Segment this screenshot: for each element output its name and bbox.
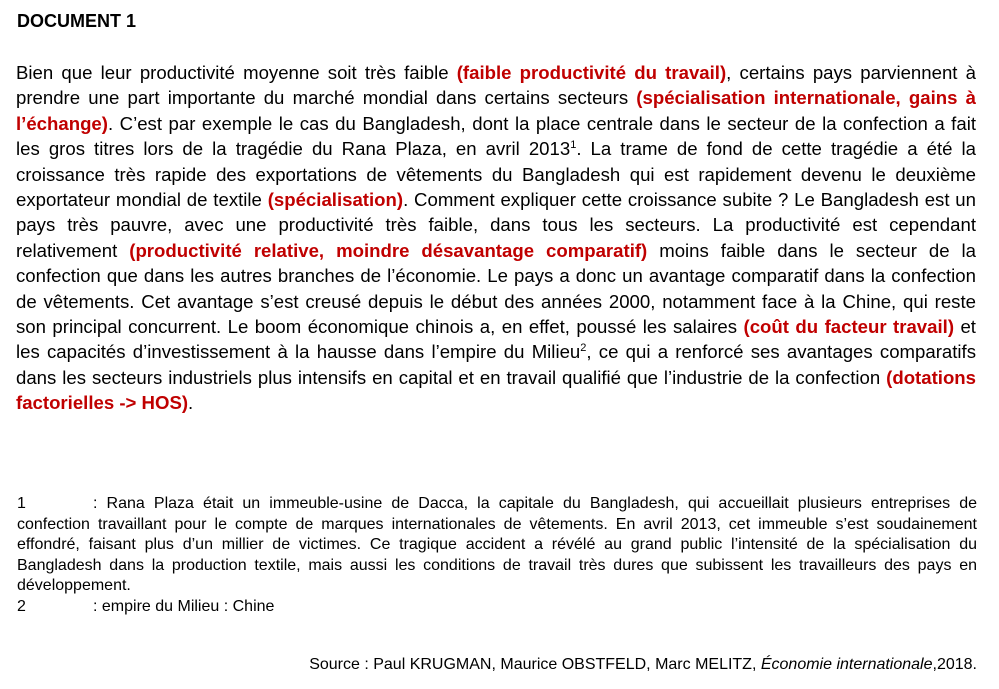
highlight-annotation: (dotations factorielles -> HOS) bbox=[16, 366, 976, 414]
highlight-annotation: (faible productivité du travail) bbox=[456, 62, 727, 83]
text-segment: . La trame de fond de cette tragédie a été la croissance très rapide des exportations de vêtements du Bangladesh qui est rapidement devenu le deuxième exportateur mondial de textile bbox=[16, 138, 976, 211]
footnote-text: : empire du Milieu : Chine bbox=[93, 597, 275, 615]
text-segment: , ce qui a renforcé ses avantages comparatifs dans les secteurs industriels plus intensifs en capital et en travail qualifié que l’industrie de la confection bbox=[16, 341, 976, 388]
text-segment: . Comment expliquer cette croissance subite ? Le Bangladesh est un pays très pauvre, avec une productivité très faible, dans tous les secteurs. La productivité est cependant relativement bbox=[16, 189, 976, 261]
text-segment: . bbox=[188, 392, 194, 414]
text-segment: moins faible dans le secteur de la confection que dans les autres branches de l’économie. Le pays a donc un avantage comparatif dans la confection de vêtements. Cet avantage s’est creusé depuis le début des années 2000, notamment face à la Chine, qui reste son principal concurrent. Le boom économique chinois a, en effet, poussé les salaires bbox=[16, 239, 976, 338]
footnote-ref-1: 1 bbox=[570, 139, 577, 152]
footnote-number: 1 bbox=[17, 495, 26, 512]
main-paragraph bbox=[16, 60, 976, 416]
document-title: DOCUMENT 1 bbox=[17, 11, 137, 31]
source-citation bbox=[309, 656, 977, 674]
text-segment: Bien que leur productivité moyenne soit très faible bbox=[16, 62, 457, 83]
highlight-annotation: (coût du facteur travail) bbox=[743, 316, 955, 338]
footnote-ref-2: 2 bbox=[580, 342, 587, 355]
text-segment: , certains pays parviennent à prendre une part importante du marché mondial dans certains secteurs bbox=[16, 62, 976, 109]
footnote-text: : Rana Plaza était un immeuble-usine de Dacca, la capitale du Bangladesh, qui accueillait plusieurs entreprises de confection travaillant pour le compte de marques internationales de vêtements. En avril 2013, cet immeuble s’est soudainement effondré, faisant plus d’un millier de victimes. Ce tragique accident a révélé au grand public l’intensité de la spécialisation du Bangladesh dans la production textile, mais aussi les conditions de travail très dures que subissent les travailleurs des pays en développement. bbox=[17, 495, 977, 595]
footnote-2 bbox=[17, 597, 977, 618]
highlight-annotation: (productivité relative, moindre désavantage comparatif) bbox=[129, 239, 648, 261]
footnote-1 bbox=[17, 494, 977, 597]
source-book-title: Économie internationale bbox=[760, 656, 933, 673]
highlight-annotation: (spécialisation) bbox=[267, 189, 404, 211]
text-segment: . C’est par exemple le cas du Bangladesh, dont la place centrale dans le secteur de la confection a fait les gros titres lors de la tragédie du Rana Plaza, en avril 2013 bbox=[16, 112, 976, 160]
text-segment: et les capacités d’investissement à la hausse dans l’empire du Milieu bbox=[16, 316, 976, 363]
footnotes bbox=[17, 494, 977, 618]
source-prefix: Source : Paul KRUGMAN, Maurice OBSTFELD, Marc MELITZ, bbox=[309, 656, 761, 673]
source-suffix: ,2018. bbox=[932, 656, 977, 673]
highlight-annotation: (spécialisation internationale, gains à l’échange) bbox=[16, 87, 976, 134]
footnote-number: 2 bbox=[17, 597, 26, 615]
